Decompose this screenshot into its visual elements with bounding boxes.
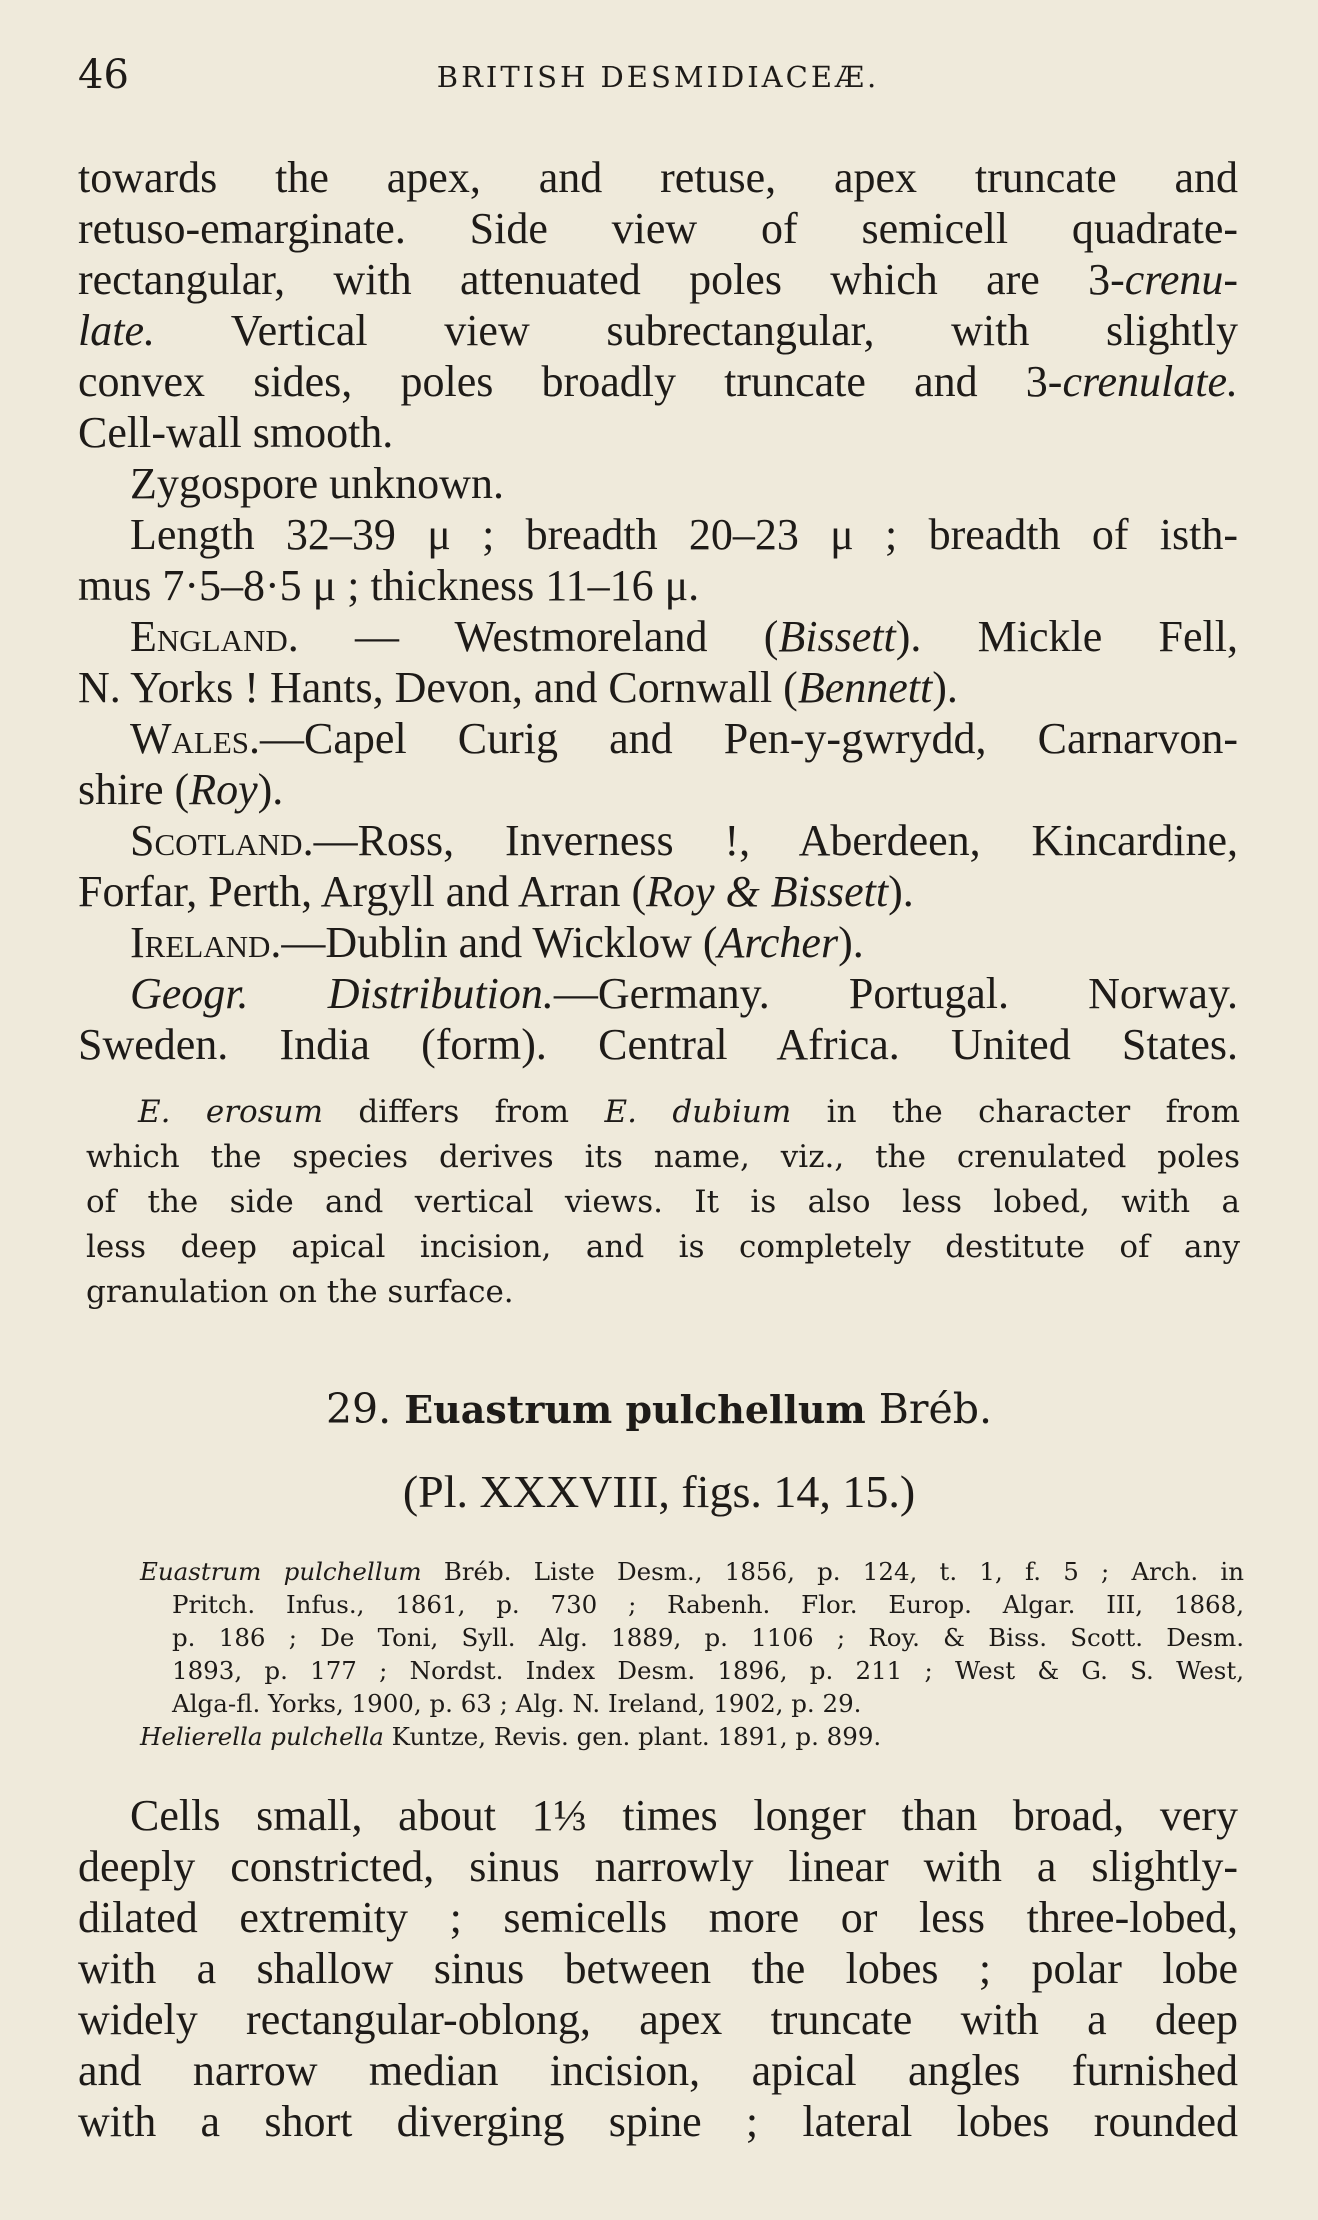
- text-line: deeply constricted, sinus narrowly linear with a slightly-: [78, 1842, 1238, 1891]
- species-name: Euastrum pulchellum: [404, 1387, 866, 1432]
- text-line: dilated extremity ; semicells more or less three-lobed,: [78, 1893, 1238, 1942]
- distribution-england: England. — Westmoreland (Bissett). Mickle Fell,: [130, 612, 1238, 661]
- dimensions-line: Length 32–39 μ ; breadth 20–23 μ ; breadth of isth-: [130, 510, 1238, 559]
- geographic-distribution: Geogr. Distribution.—Germany. Portugal. Norway.: [130, 969, 1238, 1018]
- text-line: and narrow median incision, apical angles furnished: [78, 2046, 1238, 2095]
- text-line: late. Vertical view subrectangular, with slightly: [78, 306, 1238, 355]
- distribution-scotland: Forfar, Perth, Argyll and Arran (Roy & Bissett).: [78, 867, 914, 916]
- synonym-line: Pritch. Infus., 1861, p. 730 ; Rabenh. Flor. Europ. Algar. III, 1868,: [172, 1590, 1244, 1619]
- note-line: granulation on the surface.: [86, 1274, 514, 1310]
- zygospore-line: Zygospore unknown.: [130, 459, 504, 508]
- distribution-wales: shire (Roy).: [78, 765, 284, 814]
- comparative-note: [86, 1090, 1240, 1315]
- text-line: with a short diverging spine ; lateral lobes rounded: [78, 2097, 1238, 2146]
- dimensions-line: mus 7·5–8·5 μ ; thickness 11–16 μ.: [78, 561, 700, 610]
- distribution-england: N. Yorks ! Hants, Devon, and Cornwall (Bennett).: [78, 663, 958, 712]
- text-line: Cell-wall smooth.: [78, 408, 394, 457]
- text-line: convex sides, poles broadly truncate and 3-crenulate.: [78, 357, 1238, 406]
- text-line: widely rectangular-oblong, apex truncate with a deep: [78, 1995, 1238, 2044]
- species-author: Bréb.: [878, 1385, 993, 1433]
- synonym-line: Helierella pulchella Kuntze, Revis. gen. plant. 1891, p. 899.: [140, 1722, 882, 1751]
- synonym-line: 1893, p. 177 ; Nordst. Index Desm. 1896, p. 211 ; West & G. S. West,: [172, 1656, 1244, 1685]
- distribution-wales: Wales.—Capel Curig and Pen-y-gwrydd, Carnarvon-: [130, 714, 1238, 763]
- distribution-ireland: Ireland.—Dublin and Wicklow (Archer).: [130, 918, 864, 967]
- synonym-line: p. 186 ; De Toni, Syll. Alg. 1889, p. 1106 ; Roy. & Biss. Scott. Desm.: [172, 1623, 1244, 1652]
- distribution-scotland: Scotland.—Ross, Inverness !, Aberdeen, Kincardine,: [130, 816, 1238, 865]
- text-line: towards the apex, and retuse, apex truncate and: [78, 153, 1238, 202]
- running-head: BRITISH DESMIDIACEÆ.: [436, 60, 880, 94]
- species-heading: [0, 1385, 1318, 1433]
- geographic-distribution: Sweden. India (form). Central Africa. United States.: [78, 1020, 1238, 1069]
- page-number: 46: [78, 52, 129, 98]
- text-line: with a shallow sinus between the lobes ; polar lobe: [78, 1944, 1238, 1993]
- page-header: [78, 52, 1238, 112]
- note-line: of the side and vertical views. It is also less lobed, with a: [86, 1184, 1240, 1220]
- species-number: 29.: [325, 1385, 392, 1433]
- species-description-continued: [78, 152, 1238, 1070]
- text-line: retuso-emarginate. Side view of semicell quadrate-: [78, 204, 1238, 253]
- note-line: E. erosum differs from E. dubium in the character from: [138, 1094, 1240, 1130]
- synonymy: [140, 1555, 1244, 1753]
- plate-reference: (Pl. XXXVIII, figs. 14, 15.): [402, 1466, 916, 1517]
- synonym-line: Alga-fl. Yorks, 1900, p. 63 ; Alg. N. Ireland, 1902, p. 29.: [172, 1689, 862, 1718]
- text-line: Cells small, about 1⅓ times longer than broad, very: [130, 1791, 1238, 1840]
- species-description: [78, 1790, 1238, 2147]
- synonym-line: Euastrum pulchellum Bréb. Liste Desm., 1856, p. 124, t. 1, f. 5 ; Arch. in: [140, 1557, 1245, 1586]
- text-line: rectangular, with attenuated poles which are 3-crenu-: [78, 255, 1238, 304]
- note-line: less deep apical incision, and is completely destitute of any: [86, 1229, 1240, 1265]
- note-line: which the species derives its name, viz., the crenulated poles: [86, 1139, 1240, 1175]
